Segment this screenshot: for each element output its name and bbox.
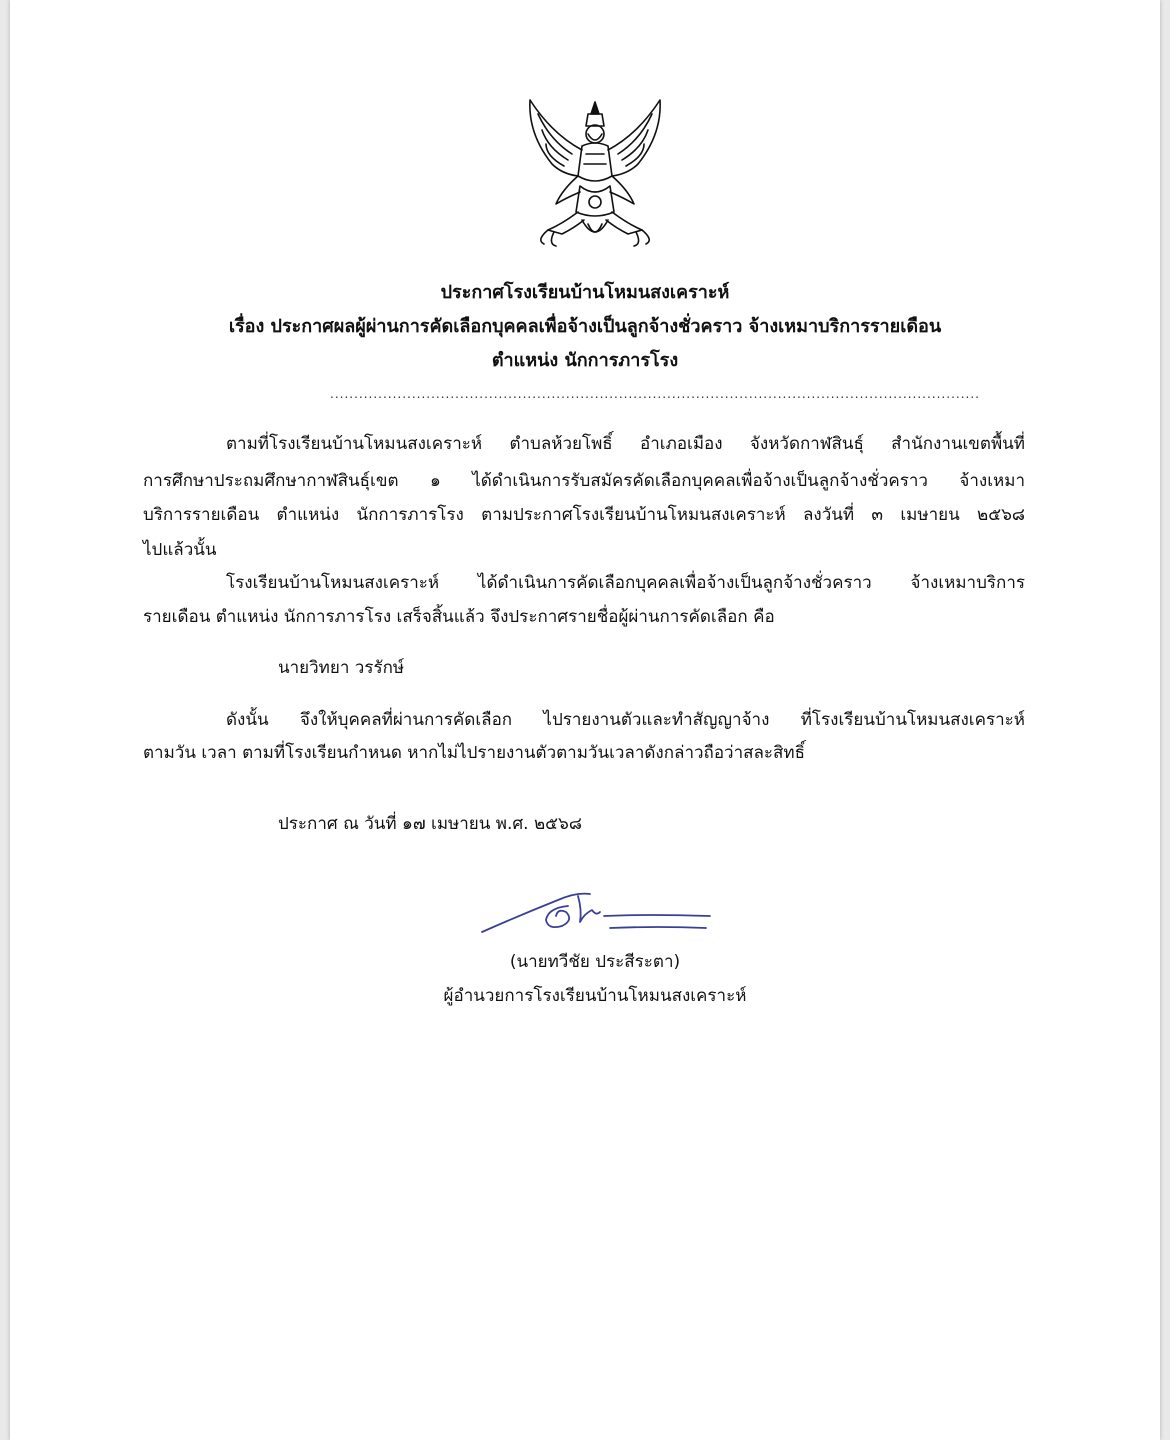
announcement-position: ตำแหน่ง นักการภารโรง <box>491 350 679 371</box>
paragraph-1-line-2: การศึกษาประถมศึกษากาฬสินธุ์เขต ๑ ได้ดำเนินการรับสมัครคัดเลือกบุคคลเพื่อจ้างเป็นลูกจ้างชั่วคราว จ้างเหมา <box>143 471 1025 491</box>
paragraph-1-line-4: ไปแล้วนั้น <box>143 540 217 560</box>
paragraph-2-line-2: รายเดือน ตำแหน่ง นักการภารโรง เสร็จสิ้นแล้ว จึงประกาศรายชื่อผู้ผ่านการคัดเลือก คือ <box>143 607 775 627</box>
announcement-title: ประกาศโรงเรียนบ้านโหมนสงเคราะห์ <box>440 282 730 303</box>
announcement-date: ประกาศ ณ วันที่ ๑๗ เมษายน พ.ศ. ๒๕๖๘ <box>278 814 582 834</box>
handwritten-signature <box>478 886 714 938</box>
paragraph-1-line-1: ตามที่โรงเรียนบ้านโหมนสงเคราะห์ ตำบลห้วยโพธิ์ อำเภอเมือง จังหวัดกาฬสินธุ์ สำนักงานเขตพื้นที่ <box>226 434 1025 454</box>
paragraph-1-line-3: บริการรายเดือน ตำแหน่ง นักการภารโรง ตามประกาศโรงเรียนบ้านโหมนสงเคราะห์ ลงวันที่ ๓ เมษายน ๒๕๖๘ <box>143 505 1025 525</box>
document-page <box>10 0 1160 1440</box>
signer-name: (นายทวีชัย ประสีระตา) <box>509 952 681 972</box>
header-separator: ....................................................................................................................................... <box>330 387 980 401</box>
garuda-emblem-icon <box>522 94 668 252</box>
selected-candidate-name: นายวิทยา วรรักษ์ <box>278 658 405 678</box>
signer-title: ผู้อำนวยการโรงเรียนบ้านโหมนสงเคราะห์ <box>443 986 747 1006</box>
announcement-subject: เรื่อง ประกาศผลผู้ผ่านการคัดเลือกบุคคลเพื่อจ้างเป็นลูกจ้างชั่วคราว จ้างเหมาบริการรายเดือน <box>228 316 942 337</box>
paragraph-3-line-1: ดังนั้น จึงให้บุคคลที่ผ่านการคัดเลือก ไปรายงานตัวและทำสัญญาจ้าง ที่โรงเรียนบ้านโหมนสงเคราะห์ <box>226 710 1025 730</box>
paragraph-3-line-2: ตามวัน เวลา ตามที่โรงเรียนกำหนด หากไม่ไปรายงานตัวตามวันเวลาดังกล่าวถือว่าสละสิทธิ์ <box>143 743 806 763</box>
paragraph-2-line-1: โรงเรียนบ้านโหมนสงเคราะห์ ได้ดำเนินการคัดเลือกบุคคลเพื่อจ้างเป็นลูกจ้างชั่วคราว จ้างเหมาบริการ <box>226 573 1025 593</box>
